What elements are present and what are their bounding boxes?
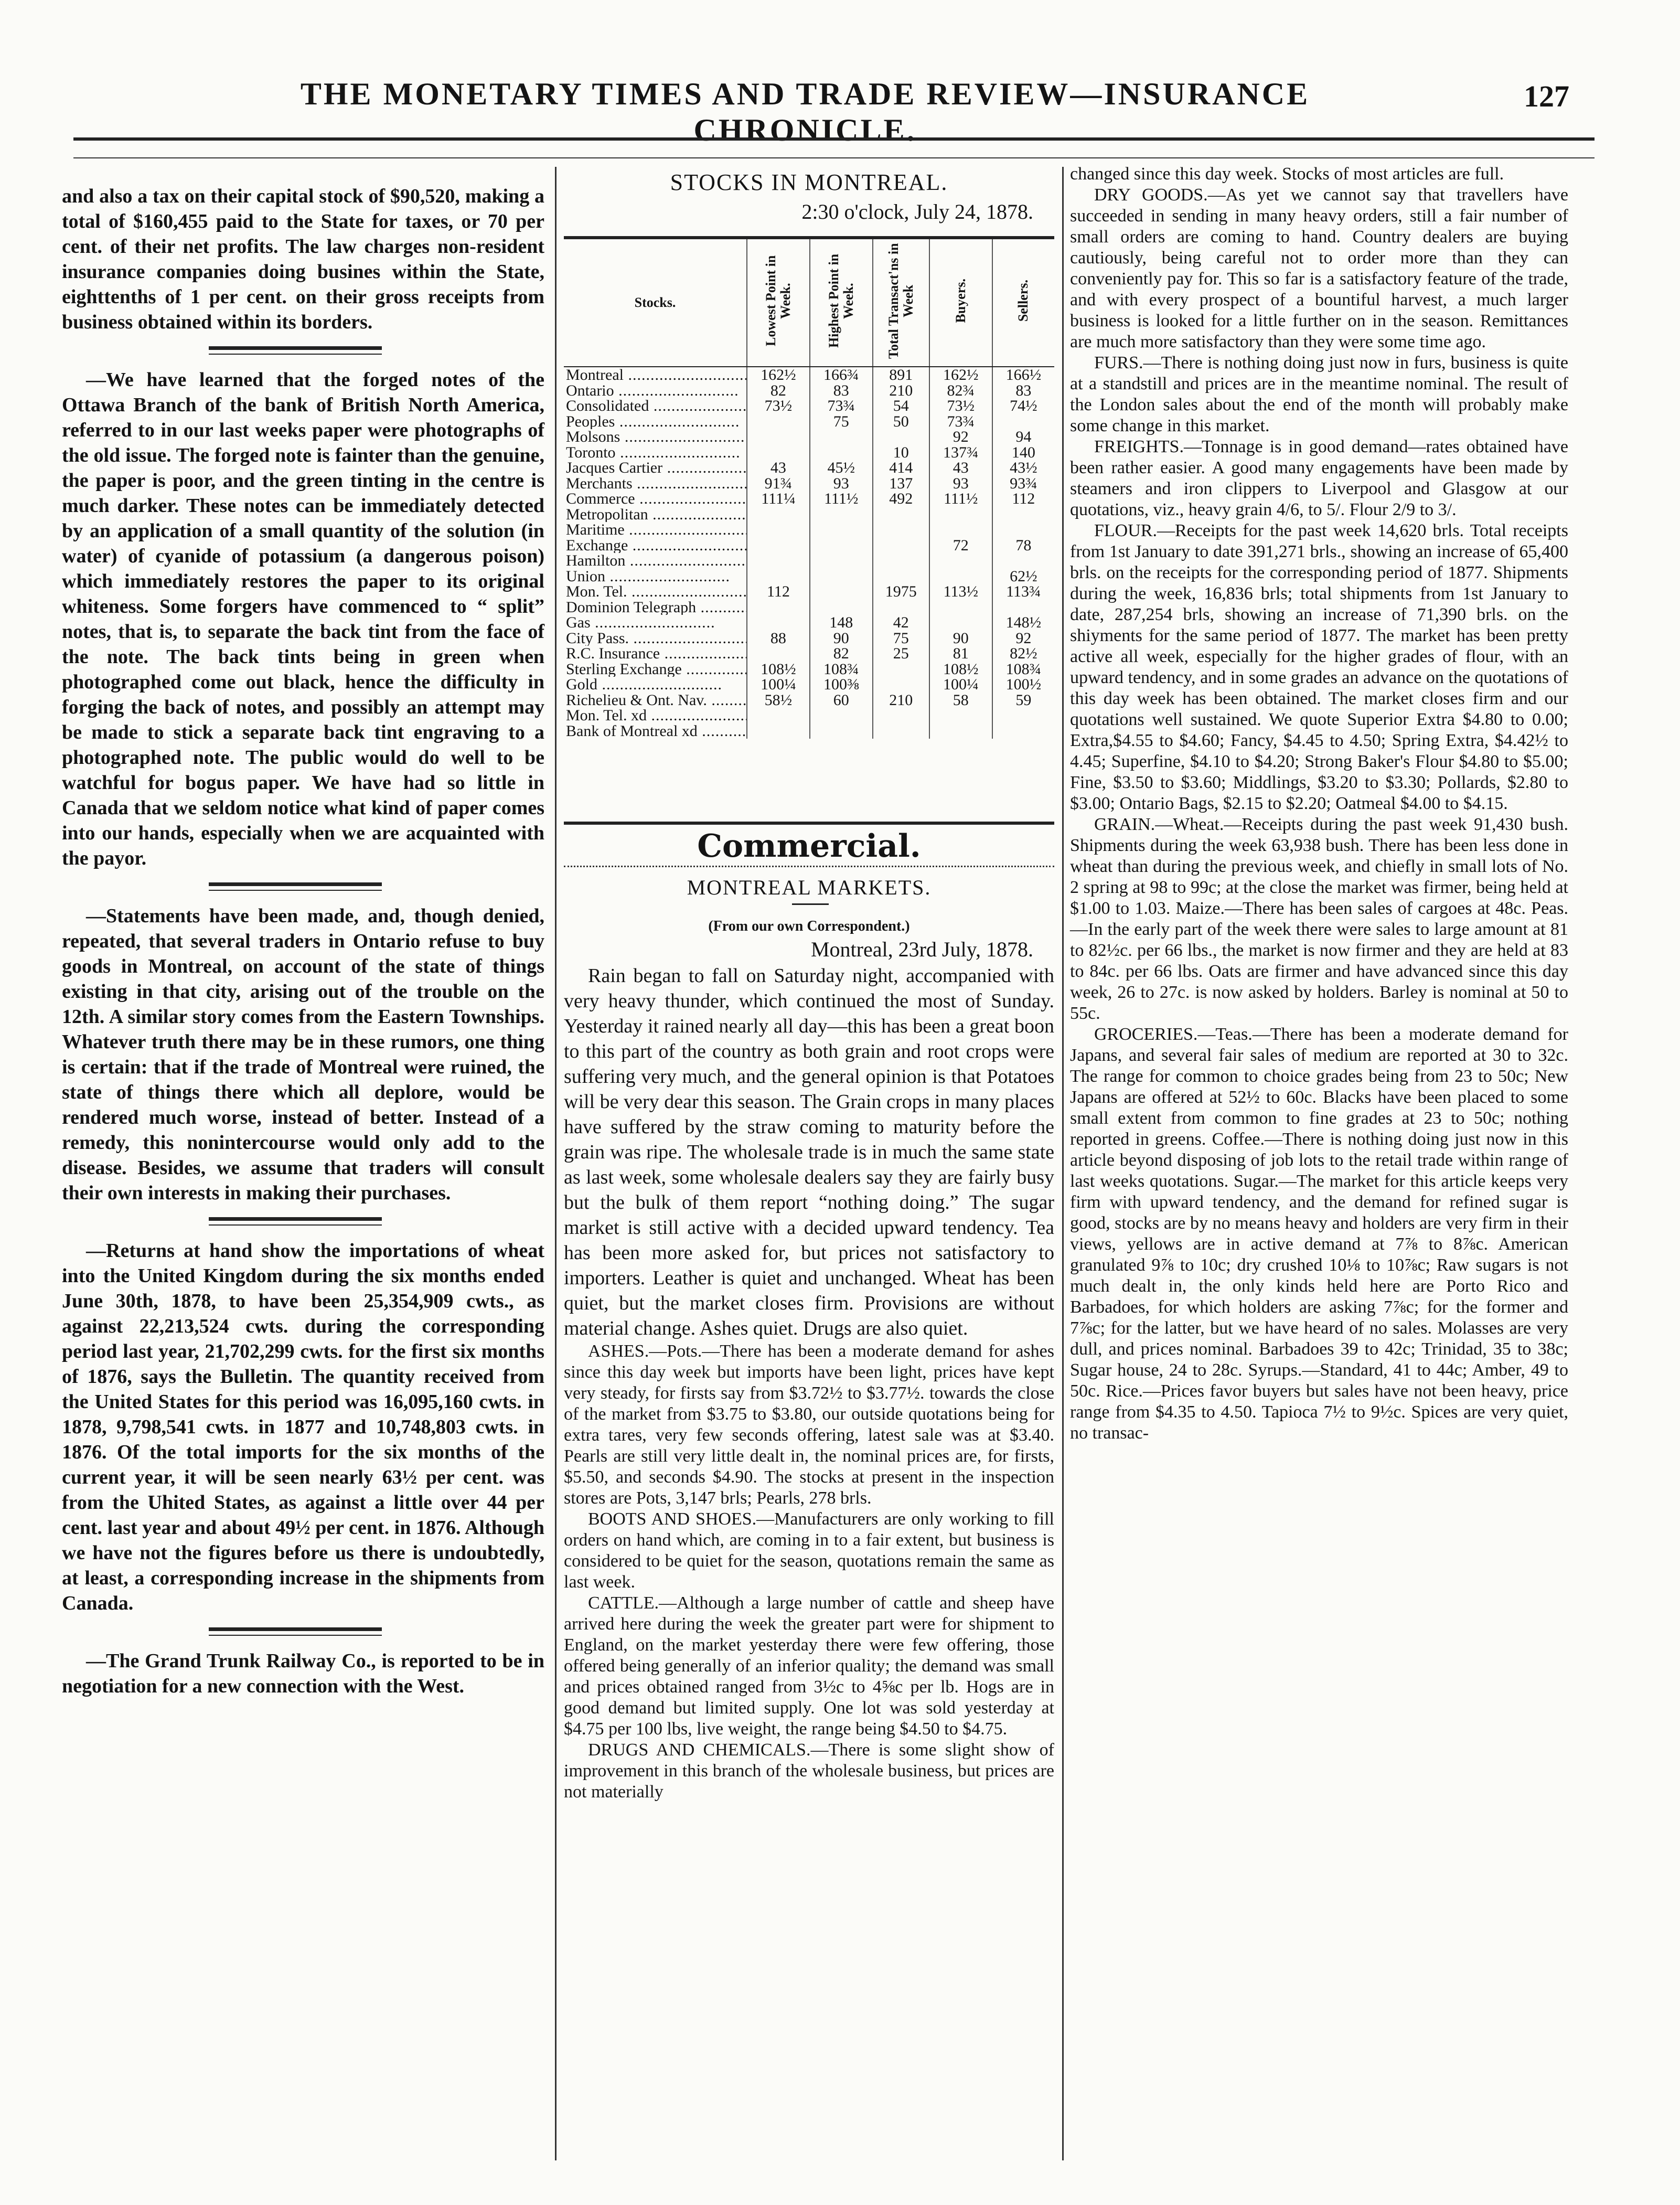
stock-value bbox=[747, 569, 810, 584]
stock-value bbox=[747, 429, 810, 445]
title-dash bbox=[792, 903, 829, 905]
markets-intro: Rain began to fall on Saturday night, accompanied with very heavy thunder, which continued the most of Sunday. Yesterday it rained nearly all day—this has been a great boon to this part of the country as both grain and root crops were suffering very much, and the general opinion is that Potatoes will be very dear this season. The Grain crops in many places have suffered by the straw coming to maturity before the grain was ripe. The wholesale trade is in much the same state as last week, some wholesale dealers say they are fairly busy but the bulk of them report “nothing doing.” The sugar market is still active with a decided upward tendency. Tea has been more asked for, but prices not satisfactory to importers. Leather is quiet and unchanged. Wheat has been quiet, but the market closes firm. Provisions are without material change. Ashes quiet. Drugs are also quiet. bbox=[564, 965, 1054, 1339]
section-grain: GRAIN.—Wheat.—Receipts during the past week 91,430 bush. Shipments during the week 63,938 bush. There has been less done in wheat than during the previous week, and chiefly in small lots of No. 2 spring at 98 to 99c; at the close the market was firmer, being held at $1.00 to 1.03. Maize.—There has been sales of cargoes at 48c. Peas.—In the early part of the week there were sales to large amount at 81 to 82½c. per 66 lbs., the market is now firmer and they are held at 83 to 84c. per 66 lbs. Oats are firmer and have advanced since this day week, 26 to 27c. is now asked by holders. Barley is nominal at 50 to 55c. bbox=[1070, 815, 1568, 1023]
stock-name: Molsons ..... bbox=[564, 429, 747, 445]
drugs-continued: changed since this day week. Stocks of most articles are full. bbox=[1070, 164, 1504, 184]
stock-value bbox=[747, 553, 810, 569]
article-separator bbox=[62, 342, 544, 360]
stocks-row bbox=[564, 615, 1054, 631]
stock-value bbox=[810, 723, 873, 739]
stock-value bbox=[929, 507, 992, 523]
stocks-table-body bbox=[564, 367, 1054, 739]
article-separator bbox=[62, 878, 544, 896]
stocks-row bbox=[564, 414, 1054, 430]
stock-value: 492 bbox=[873, 491, 929, 507]
section-furs: FURS.—There is nothing doing just now in furs, business is quite at a standstill and prices are in the meantime nominal. The result of the London sales about the end of the month will probably make some change in this market. bbox=[1070, 353, 1568, 435]
article-traders-statements: —Statements have been made, and, though denied, repeated, that several traders in Ontario refuse to buy goods in Montreal, on account of the state of things existing in that city, arising out of the trouble on the 12th. A similar story comes from the Eastern Townships. Whatever truth there may be in these rumors, one thing is certain: that if the trade of Montreal were ruined, the state of things there which all deplore, would be rendered much worse, instead of better. Instead of a remedy, this nonintercourse would only add to the disease. Besides, we assume that traders will consult their own interests in making their purchases. bbox=[62, 905, 544, 1204]
stock-value: 90 bbox=[929, 631, 992, 646]
stock-value bbox=[929, 553, 992, 569]
stock-value bbox=[810, 429, 873, 445]
stock-value bbox=[992, 553, 1054, 569]
column-right bbox=[1070, 164, 1568, 1444]
stock-value: 81 bbox=[929, 646, 992, 662]
stock-value: 140 bbox=[1011, 443, 1035, 461]
stock-value: 112 bbox=[747, 584, 810, 600]
stocks-header-lowest: Lowest Point in Week. bbox=[747, 239, 810, 367]
stock-value bbox=[810, 445, 873, 461]
stock-name: Montreal ..... bbox=[564, 367, 747, 383]
stock-value: 10 bbox=[873, 445, 929, 461]
stock-name: Ontario ..... bbox=[564, 383, 747, 399]
stock-value: 58 bbox=[929, 693, 992, 708]
stock-value: 210 bbox=[873, 693, 929, 708]
stock-value bbox=[873, 708, 929, 723]
stock-value: 92 bbox=[1015, 629, 1032, 647]
stock-value: 891 bbox=[873, 367, 929, 383]
stock-value: 75 bbox=[873, 631, 929, 646]
article-separator bbox=[62, 1623, 544, 1641]
stocks-row bbox=[564, 693, 1054, 708]
stock-name: Commerce ..... bbox=[564, 491, 747, 507]
stock-value bbox=[810, 522, 873, 538]
stock-name: Merchants ..... bbox=[564, 476, 747, 492]
stock-value bbox=[992, 723, 1054, 739]
stock-value: 73½ bbox=[747, 398, 810, 414]
stock-value: 82 bbox=[747, 383, 810, 399]
stock-value bbox=[873, 429, 929, 445]
stock-value: 60 bbox=[810, 693, 873, 708]
stock-value: 82½ bbox=[1010, 645, 1037, 663]
stock-value: 1975 bbox=[873, 584, 929, 600]
stock-value bbox=[929, 708, 992, 723]
stock-name: Dominion Telegraph ..... bbox=[564, 600, 747, 615]
stock-value bbox=[747, 646, 810, 662]
stocks-row bbox=[564, 631, 1054, 646]
stock-value: 73½ bbox=[929, 398, 992, 414]
montreal-markets-title: MONTREAL MARKETS. bbox=[687, 876, 932, 899]
stock-value: 43 bbox=[747, 460, 810, 476]
stock-value: 45½ bbox=[810, 460, 873, 476]
stock-name: Union ..... bbox=[564, 569, 747, 584]
stock-value: 137 bbox=[873, 476, 929, 492]
stock-value bbox=[810, 584, 873, 600]
stocks-row bbox=[564, 723, 1054, 739]
stock-value: 94 bbox=[1015, 428, 1032, 446]
stock-value: 162½ bbox=[747, 367, 810, 383]
stocks-header-sellers: Sellers. bbox=[992, 239, 1054, 367]
stocks-row bbox=[564, 538, 1054, 553]
stock-value bbox=[873, 662, 929, 677]
stock-value: 93¾ bbox=[1010, 474, 1037, 492]
stock-value: 108½ bbox=[747, 662, 810, 677]
dateline: Montreal, 23rd July, 1878. bbox=[810, 938, 1033, 961]
article-tax-paragraph: and also a tax on their capital stock of $90,520, making a total of $160,455 paid to the State for taxes, or 70 per cent. of their net profits. The law charges non-resident insurance companies doing busines within the State, eighttenths of 1 per cent. on their gross receipts from business obtained within its borders. bbox=[62, 185, 544, 333]
stock-value: 113¾ bbox=[1006, 583, 1041, 601]
stock-value bbox=[929, 615, 992, 631]
stock-value: 59 bbox=[1015, 691, 1032, 709]
stock-value bbox=[810, 600, 873, 615]
stock-value bbox=[747, 615, 810, 631]
stock-value: 100½ bbox=[1005, 676, 1042, 694]
stock-value: 162½ bbox=[929, 367, 992, 383]
column-middle bbox=[564, 963, 1054, 1803]
stock-value: 73¾ bbox=[929, 414, 992, 430]
commercial-heading: Commercial. bbox=[697, 828, 921, 865]
stock-name: Maritime ..... bbox=[564, 522, 747, 538]
stocks-row bbox=[564, 662, 1054, 677]
stock-value: 108¾ bbox=[810, 662, 873, 677]
stocks-row bbox=[564, 553, 1054, 569]
stocks-header-highest: Highest Point in Week. bbox=[810, 239, 873, 367]
stocks-header-name: Stocks. bbox=[564, 239, 747, 367]
stock-name: Mon. Tel. xd ..... bbox=[564, 708, 747, 723]
stock-name: Hamilton ..... bbox=[564, 553, 747, 569]
stock-value bbox=[992, 600, 1054, 615]
stock-value: 137¾ bbox=[929, 445, 992, 461]
stock-value: 93 bbox=[929, 476, 992, 492]
stock-value bbox=[810, 708, 873, 723]
section-flour: FLOUR.—Receipts for the past week 14,620 brls. Total receipts from 1st January to date 391,271 brls., showing an increase of 65,400 brls. on the receipts for the corresponding period of 1877. Shipments during the week, 16,836 brls; total shipments from 1st January to date, 287,254 brls, showing an increase of 71,390 brls. on the shiyments for the same period of 1877. The market has been pretty active all week, especially for the higher grades of flour, with an upward tendency, and in some grades an advance on the quotations of this day week has been obtained. The market closes firm and our quotations well sustained. We quote Superior Extra $4.80 to 0.00; Extra,$4.55 to $4.60; Fancy, $4.45 to 4.50; Spring Extra, $4.42½ to 4.45; Superfine, $4.10 to $4.20; Strong Baker's Flour $4.80 to $5.00; Fine, $3.50 to $3.60; Middlings, $3.20 to $3.30; Pollards, $2.80 to $3.00; Ontario Bags, $2.15 to $2.20; Oatmeal $4.00 to $4.15. bbox=[1070, 521, 1568, 813]
stocks-title: STOCKS IN MONTREAL. bbox=[670, 169, 948, 195]
stock-value: 58½ bbox=[747, 693, 810, 708]
column-divider-1 bbox=[555, 167, 557, 2160]
stock-value: 100¼ bbox=[747, 677, 810, 693]
stock-value: 112 bbox=[1012, 490, 1035, 508]
stocks-header-buyers: Buyers. bbox=[929, 239, 992, 367]
stock-value: 83 bbox=[810, 383, 873, 399]
stock-value bbox=[929, 600, 992, 615]
stock-value bbox=[747, 600, 810, 615]
stocks-row bbox=[564, 491, 1054, 507]
stock-value bbox=[873, 723, 929, 739]
stock-value: 108½ bbox=[929, 662, 992, 677]
stock-name: R.C. Insurance ..... bbox=[564, 646, 747, 662]
section-freights: FREIGHTS.—Tonnage is in good demand—rates obtained have been rather easier. A good many engagements have been made by steamers and iron clippers to Liverpool and Glasgow at our quotations, viz., heavy grain 4/6, to 5/. Flour 2/9 to 3/. bbox=[1070, 437, 1568, 519]
stock-value bbox=[810, 507, 873, 523]
stock-value: 82 bbox=[810, 646, 873, 662]
stocks-row bbox=[564, 677, 1054, 693]
header-rule bbox=[73, 137, 1595, 141]
stocks-row bbox=[564, 522, 1054, 538]
stock-value bbox=[747, 414, 810, 430]
stock-value: 72 bbox=[929, 538, 992, 553]
stock-name: Metropolitan ..... bbox=[564, 507, 747, 523]
section-drugs: DRUGS AND CHEMICALS.—There is some slight show of improvement in this branch of the wholesale business, but prices are not materially bbox=[564, 1740, 1054, 1802]
section-cattle: CATTLE.—Although a large number of cattle and sheep have arrived here during the week the greater part were for shipment to England, on the market yesterday there were few offering, those offered being generally of an inferior quality; the demand was small and prices obtained ranged from 3½c to 4⅝c per lb. Hogs are in good demand but limited supply. One lot was sold yesterday at $4.75 per 100 lbs, live weight, the range being $4.50 to $4.75. bbox=[564, 1593, 1054, 1739]
stock-value: 111½ bbox=[810, 491, 873, 507]
stock-value: 43 bbox=[929, 460, 992, 476]
stock-value: 82¾ bbox=[929, 383, 992, 399]
stocks-row bbox=[564, 600, 1054, 615]
stock-value: 111½ bbox=[929, 491, 992, 507]
stocks-subtitle: 2:30 o'clock, July 24, 1878. bbox=[801, 200, 1033, 223]
stock-value: 100⅜ bbox=[810, 677, 873, 693]
section-ashes: ASHES.—Pots.—There has been a moderate demand for ashes since this day week but imports have been light, prices have kept very steady, for firsts say from $3.72½ to $3.77½. towards the close of the market from $3.75 to $3.80, our outside quotations being for extra tares, very few seconds offering, latest sale was at $3.40. Pearls are still very little dealt in, the nominal prices are, for firsts, $5.50, and seconds $4.90. The stocks at present in the inspection stores are Pots, 3,147 brls; Pearls, 278 brls. bbox=[564, 1341, 1054, 1508]
stocks-row bbox=[564, 507, 1054, 523]
stock-value bbox=[873, 600, 929, 615]
stock-value bbox=[747, 507, 810, 523]
stock-value bbox=[873, 538, 929, 553]
stocks-row bbox=[564, 569, 1054, 584]
stock-name: Bank of Montreal xd ..... bbox=[564, 723, 747, 739]
masthead-title: THE MONETARY TIMES AND TRADE REVIEW—INSURANCE CHRONICLE. bbox=[300, 77, 1310, 147]
stock-value: 148½ bbox=[1005, 614, 1042, 632]
stock-value bbox=[992, 507, 1054, 523]
stock-value bbox=[747, 723, 810, 739]
stock-name: Consolidated ..... bbox=[564, 398, 747, 414]
stocks-table bbox=[564, 239, 1054, 739]
stock-value: 92 bbox=[929, 429, 992, 445]
stock-value: 42 bbox=[873, 615, 929, 631]
stock-value: 148 bbox=[810, 615, 873, 631]
stock-name: Richelieu & Ont. Nav. ..... bbox=[564, 693, 747, 708]
stock-value bbox=[873, 507, 929, 523]
stocks-row bbox=[564, 708, 1054, 723]
stock-value: 75 bbox=[810, 414, 873, 430]
stock-name: Exchange ..... bbox=[564, 538, 747, 553]
stock-value: 54 bbox=[873, 398, 929, 414]
stock-value: 100¼ bbox=[929, 677, 992, 693]
stock-value: 166¾ bbox=[810, 367, 873, 383]
stock-value bbox=[873, 522, 929, 538]
stock-value: 113½ bbox=[929, 584, 992, 600]
stocks-row bbox=[564, 383, 1054, 399]
stock-value bbox=[992, 414, 1054, 430]
column-divider-2 bbox=[1062, 167, 1064, 2160]
stocks-row bbox=[564, 429, 1054, 445]
stock-value bbox=[992, 522, 1054, 538]
section-groceries: GROCERIES.—Teas.—There has been a moderate demand for Japans, and several fair sales of medium are reported at 30 to 32c. The range for common to choice grades being from 23 to 50c; New Japans are offered at 52½ to 60c. Blacks have been placed to some small extent from common to fine grades at 23 to 50c; nothing reported in greens. Coffee.—There is nothing doing just now in this article beyond disposing of job lots to the retail trade within range of last weeks quotations. Sugar.—The market for this article keeps very firm with upward tendency, and the demand for refined sugar is good, stocks are by no means heavy and holders are very firm in their views, yellows are in active demand at 7⅞ to 8⅞c. American granulated 9⅞ to 10c; dry crushed 10⅛ to 10⅞c; Raw sugars is not much dealt in, the only kinds held here are Porto Rico and Barbadoes, for which holders are asking 7⅞c; for the former and 7⅞c; for the latter, but we have heard of no sales. Molasses are very dull, and prices nominal. Barbadoes 39 to 42c; Trinidad, 35 to 38c; Sugar house, 24 to 28c. Syrups.—Standard, 41 to 44c; Amber, 49 to 50c. Rice.—Prices favor buyers but sales have not been heavy, price range from $4.35 to 4.50. Tapioca 7½ to 9½c. Spices are very quiet, no transac- bbox=[1070, 1025, 1568, 1443]
stock-name: Mon. Tel. ..... bbox=[564, 584, 747, 600]
stock-value: 73¾ bbox=[810, 398, 873, 414]
stock-name: City Pass. ..... bbox=[564, 631, 747, 646]
stock-value: 25 bbox=[873, 646, 929, 662]
stock-value: 93 bbox=[810, 476, 873, 492]
stock-value: 414 bbox=[873, 460, 929, 476]
stock-value bbox=[873, 569, 929, 584]
stocks-table-box bbox=[564, 236, 1054, 825]
stocks-row bbox=[564, 584, 1054, 600]
stock-value bbox=[747, 445, 810, 461]
stock-name: Gold ..... bbox=[564, 677, 747, 693]
stock-value bbox=[747, 538, 810, 553]
stock-value: 78 bbox=[1015, 536, 1032, 554]
commercial-rule bbox=[564, 866, 1054, 867]
stock-value: 62½ bbox=[1010, 567, 1037, 585]
stock-value: 210 bbox=[873, 383, 929, 399]
stock-name: Gas ..... bbox=[564, 615, 747, 631]
stock-name: Toronto ..... bbox=[564, 445, 747, 461]
correspondent-line: (From our own Correspondent.) bbox=[708, 918, 910, 934]
stocks-header-row bbox=[564, 239, 1054, 367]
stock-value bbox=[810, 538, 873, 553]
stock-value bbox=[747, 708, 810, 723]
stock-value bbox=[929, 522, 992, 538]
stock-value: 111¼ bbox=[747, 491, 810, 507]
stock-value: 108¾ bbox=[1005, 660, 1042, 678]
header-rule-thin bbox=[73, 157, 1595, 158]
stocks-row bbox=[564, 398, 1054, 414]
stock-name: Sterling Exchange ..... bbox=[564, 662, 747, 677]
stock-value: 91¾ bbox=[747, 476, 810, 492]
stocks-row bbox=[564, 367, 1054, 383]
stock-value: 90 bbox=[810, 631, 873, 646]
stock-value: 166½ bbox=[1005, 366, 1042, 384]
article-forged-notes: —We have learned that the forged notes of the Ottawa Branch of the bank of British North America, referred to in our last weeks paper were photographs of the old issue. The forged note is fainter than the genuine, the paper is poor, and the green tinting in the centre is much darker. These notes can be immediately detected by an application of a small quantity of the solution (in water) of cyanide of potassium (a dangerous poison) which immediately restores the paper to its original whiteness. Some forgers have commenced to “ split” notes, that is, to separate the back tint from the face of the note. The back tints being in green when photographed come out black, hence the difficulty in forging the back of notes, and possibly an attempt may be made to stick a separate back tint engraving to a photographed note. The public would do well to be watchful for bogus paper. We have had so little in Canada that we seldom notice what kind of paper comes into our hands, especially when we are acquainted with the payor. bbox=[62, 369, 544, 869]
stocks-header-total: Total Transact'ns in Week bbox=[873, 239, 929, 367]
stock-value: 83 bbox=[1015, 381, 1032, 399]
stock-value bbox=[929, 723, 992, 739]
stock-name: Jacques Cartier ..... bbox=[564, 460, 747, 476]
stock-value bbox=[810, 569, 873, 584]
article-wheat-imports: —Returns at hand show the importations of wheat into the United Kingdom during the six months ended June 30th, 1878, to have been 25,354,909 cwts., as against 22,213,524 cwts. during the corresponding period last year, 21,702,299 cwts. for the first six months of 1876, says the Bulletin. The quantity received from the United States for this period was 16,095,160 cwts. in 1878, 9,798,541 cwts. in 1877 and 10,748,803 cwts. in 1876. Of the total imports for the six months of the current year, it will be seen nearly 63½ per cent. was from the Uhited States, as against a little over 44 per cent. last year and about 49½ per cent. in 1876. Although we have not the figures before us there is undoubtedly, at least, a corresponding increase in the shipments from Canada. bbox=[62, 1240, 544, 1614]
stocks-row bbox=[564, 460, 1054, 476]
article-grand-trunk: —The Grand Trunk Railway Co., is reported to be in negotiation for a new connection with the West. bbox=[62, 1650, 544, 1697]
stocks-row bbox=[564, 476, 1054, 492]
article-separator bbox=[62, 1213, 544, 1231]
stock-value bbox=[929, 569, 992, 584]
stock-value bbox=[992, 708, 1054, 723]
stock-value: 88 bbox=[747, 631, 810, 646]
stocks-row bbox=[564, 646, 1054, 662]
stock-value bbox=[873, 677, 929, 693]
stock-value: 50 bbox=[873, 414, 929, 430]
page-number: 127 bbox=[1524, 79, 1569, 113]
stock-value bbox=[810, 553, 873, 569]
stock-value: 43½ bbox=[1010, 459, 1037, 477]
stock-value: 74½ bbox=[1010, 397, 1037, 415]
stocks-row bbox=[564, 445, 1054, 461]
column-left bbox=[62, 184, 544, 1699]
section-dry-goods: DRY GOODS.—As yet we cannot say that travellers have succeeded in sending in many heavy orders, still a fair number of small orders are coming to hand. Country dealers are buying cautiously, being careful not to order more than they can conveniently pay for. This so far is a satisfactory feature of the trade, and with every prospect of a bountiful harvest, a much larger business is looked for a little further on in the season. Remittances are much more satisfactory than they were some time ago. bbox=[1070, 185, 1568, 351]
stock-value bbox=[747, 522, 810, 538]
stock-name: Peoples ..... bbox=[564, 414, 747, 430]
section-boots-shoes: BOOTS AND SHOES.—Manufacturers are only working to fill orders on hand which, are coming in to a fair extent, but business is considered to be quiet for the season, quotations remain the same as last week. bbox=[564, 1509, 1054, 1592]
stock-value bbox=[873, 553, 929, 569]
